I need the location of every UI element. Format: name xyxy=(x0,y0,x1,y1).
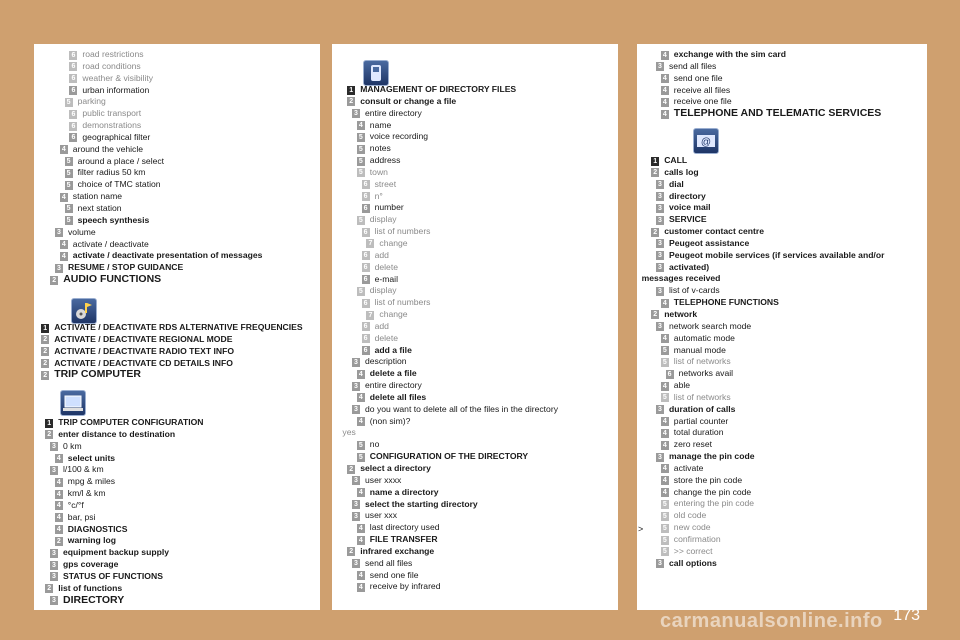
level-badge: 6 xyxy=(362,322,370,331)
level-badge: 5 xyxy=(357,133,365,142)
menu-item xyxy=(637,108,927,120)
menu-item-label: entire directory xyxy=(365,107,422,118)
menu-item-label: list of numbers xyxy=(374,226,431,237)
level-badge: 5 xyxy=(357,453,365,462)
level-badge: 3 xyxy=(656,251,664,260)
menu-item xyxy=(34,215,320,227)
level-badge: 6 xyxy=(362,180,370,189)
menu-item-label: automatic mode xyxy=(673,332,735,343)
level-badge: 3 xyxy=(656,559,664,568)
level-badge: 4 xyxy=(55,490,63,499)
phone-book-icon xyxy=(363,60,389,86)
menu-item-label: CALL xyxy=(664,155,688,165)
menu-item-label: road restrictions xyxy=(82,49,144,59)
menu-item-label: ACTIVATE / DEACTIVATE RDS ALTERNATIVE FREQUENCIES xyxy=(54,322,303,332)
level-badge: 3 xyxy=(656,180,664,189)
level-badge: 2 xyxy=(41,359,49,368)
menu-item-label: MANAGEMENT OF DIRECTORY FILES xyxy=(360,84,517,94)
menu-item-label: road conditions xyxy=(82,60,141,71)
menu-item-label: voice mail xyxy=(669,202,711,213)
menu-item-label: Peugeot assistance xyxy=(669,237,750,248)
level-badge: 3 xyxy=(656,453,664,462)
menu-item-label: list of v-cards xyxy=(669,285,720,296)
level-badge: 1 xyxy=(41,324,49,333)
level-badge: 3 xyxy=(656,192,664,201)
menu-item-label: receive one file xyxy=(673,96,732,107)
level-badge: 4 xyxy=(357,393,365,402)
level-badge: 2 xyxy=(347,97,355,106)
level-badge: 4 xyxy=(55,525,63,534)
menu-item-label: >> correct xyxy=(673,545,713,556)
menu-item-label: network xyxy=(664,308,698,319)
menu-item-label: customer contact centre xyxy=(664,226,765,237)
menu-item xyxy=(34,156,320,168)
menu-item-label: list of networks xyxy=(673,356,731,367)
menu-item-label: select the starting directory xyxy=(365,498,478,509)
menu-item-label: delete all files xyxy=(369,391,427,402)
menu-item-label: calls log xyxy=(664,166,699,177)
level-badge: 3 xyxy=(50,561,58,570)
level-badge: 3 xyxy=(352,559,360,568)
menu-item-label: urban information xyxy=(82,84,150,95)
menu-item xyxy=(637,61,927,73)
level-badge: 3 xyxy=(352,500,360,509)
menu-item-label: ACTIVATE / DEACTIVATE CD DETAILS INFO xyxy=(54,357,233,368)
menu-item-label: delete xyxy=(374,261,399,272)
level-badge: 5 xyxy=(65,181,73,190)
menu-item-label: able xyxy=(673,380,691,391)
menu-item-label: notes xyxy=(369,143,391,154)
menu-item-label: add xyxy=(374,320,389,331)
level-badge: 3 xyxy=(50,466,58,475)
level-badge: 2 xyxy=(651,168,659,177)
level-badge: 5 xyxy=(65,169,73,178)
menu-item-label: send all files xyxy=(365,557,413,568)
menu-item-label: dial xyxy=(669,178,684,189)
menu-item xyxy=(34,144,320,156)
level-badge: 3 xyxy=(656,405,664,414)
menu-item-label: change xyxy=(379,237,408,248)
menu-item-label: select units xyxy=(67,452,116,463)
menu-item-label: name a directory xyxy=(369,486,439,497)
menu-item-label: change the pin code xyxy=(673,486,752,497)
level-badge: 3 xyxy=(55,264,63,273)
level-badge: 4 xyxy=(357,571,365,580)
menu-item-label: number xyxy=(374,202,404,213)
menu-item-label: DIRECTORY xyxy=(63,593,125,606)
menu-item-label: AUDIO FUNCTIONS xyxy=(63,273,162,286)
level-badge: 6 xyxy=(362,346,370,355)
level-badge: 4 xyxy=(661,382,669,391)
level-badge: 3 xyxy=(50,549,58,558)
level-badge: 6 xyxy=(69,51,77,60)
level-badge: 4 xyxy=(357,583,365,592)
menu-item-label: duration of calls xyxy=(669,403,736,414)
menu-item xyxy=(34,61,320,73)
level-badge: 4 xyxy=(661,110,669,119)
level-badge: 2 xyxy=(45,430,53,439)
menu-item xyxy=(34,239,320,251)
level-badge: 4 xyxy=(55,513,63,522)
menu-item-label: speech synthesis xyxy=(77,214,150,225)
menu-item-label: store the pin code xyxy=(673,474,743,485)
menu-item-label: consult or change a file xyxy=(360,95,457,106)
level-badge: 3 xyxy=(352,382,360,391)
menu-item-label: zero reset xyxy=(673,439,713,450)
menu-item-label: add a file xyxy=(374,344,412,355)
menu-item-label: delete xyxy=(374,332,399,343)
level-badge: 6 xyxy=(362,334,370,343)
menu-item-label: no xyxy=(369,439,380,450)
level-badge: 4 xyxy=(55,454,63,463)
level-badge: 3 xyxy=(656,239,664,248)
menu-item-label: display xyxy=(369,214,397,225)
menu-item-label: directory xyxy=(669,190,706,201)
menu-item-label: town xyxy=(369,166,388,177)
level-badge: 5 xyxy=(65,204,73,213)
level-badge: 6 xyxy=(362,299,370,308)
level-badge: 6 xyxy=(69,110,77,119)
level-badge: 4 xyxy=(661,98,669,107)
menu-item-label: l/100 & km xyxy=(63,464,104,475)
menu-item-label: TRIP COMPUTER xyxy=(54,368,141,381)
menu-item-label: around the vehicle xyxy=(72,143,144,154)
level-badge: 3 xyxy=(656,322,664,331)
level-badge: 6 xyxy=(362,275,370,284)
level-badge: 6 xyxy=(69,133,77,142)
level-badge: 1 xyxy=(45,419,53,428)
column-telephone xyxy=(637,44,927,610)
level-badge: 4 xyxy=(60,145,68,154)
menu-item-label: send one file xyxy=(673,72,723,83)
menu-item xyxy=(34,203,320,215)
menu-item-label: network search mode xyxy=(669,320,752,331)
menu-item-label: DIAGNOSTICS xyxy=(67,523,128,534)
menu-item-label: exchange with the sim card xyxy=(673,49,787,59)
menu-item-label: description xyxy=(365,356,407,367)
level-badge: 3 xyxy=(656,216,664,225)
column-directory xyxy=(332,44,618,610)
menu-item-label: next station xyxy=(77,202,122,213)
level-badge: 4 xyxy=(661,74,669,83)
level-badge: 4 xyxy=(661,417,669,426)
level-badge: 5 xyxy=(357,441,365,450)
level-badge: 4 xyxy=(60,193,68,202)
menu-item-label: send one file xyxy=(369,569,419,580)
menu-item-label: parking xyxy=(77,96,106,107)
menu-item-label: last directory used xyxy=(369,522,440,533)
level-badge: 7 xyxy=(366,239,374,248)
menu-item-label: do you want to delete all of the files in the directory xyxy=(365,403,558,414)
menu-item-label: activate / deactivate xyxy=(72,238,149,249)
level-badge: 6 xyxy=(69,62,77,71)
level-badge: 3 xyxy=(656,263,664,272)
menu-item xyxy=(637,85,927,97)
level-badge: 5 xyxy=(661,524,669,533)
menu-item-label: weather & visibility xyxy=(82,72,154,83)
menu-item-label: RESUME / STOP GUIDANCE xyxy=(68,262,184,273)
level-badge: 4 xyxy=(661,464,669,473)
menu-item-label: yes xyxy=(342,427,356,438)
level-badge: 5 xyxy=(357,287,365,296)
menu-item xyxy=(637,73,927,85)
menu-item-label: °c/°f xyxy=(67,499,84,510)
menu-item xyxy=(34,227,320,239)
menu-item-label: equipment backup supply xyxy=(63,547,170,558)
level-badge: 6 xyxy=(362,251,370,260)
column-audio-trip xyxy=(34,44,320,610)
menu-item xyxy=(637,49,927,61)
menu-item-label: select a directory xyxy=(360,463,431,473)
email-at-icon xyxy=(693,128,719,154)
menu-item-label: activated) xyxy=(669,261,710,272)
menu-item-label: manage the pin code xyxy=(669,451,755,462)
menu-item-label: warning log xyxy=(67,535,117,546)
level-badge: 4 xyxy=(357,417,365,426)
level-badge: 3 xyxy=(352,512,360,521)
menu-item xyxy=(34,49,320,61)
menu-item-label: demonstrations xyxy=(82,120,142,131)
menu-item-label: activate / deactivate presentation of messages xyxy=(72,250,263,261)
menu-item-label: partial counter xyxy=(673,415,729,426)
menu-item xyxy=(34,274,320,286)
page-number: 173 xyxy=(893,607,920,624)
level-badge: 4 xyxy=(357,488,365,497)
level-badge: 4 xyxy=(661,441,669,450)
level-badge: 4 xyxy=(661,476,669,485)
level-badge: 5 xyxy=(357,157,365,166)
level-badge: 2 xyxy=(651,310,659,319)
level-badge: 4 xyxy=(661,51,669,60)
level-badge: 3 xyxy=(50,572,58,581)
level-badge: 3 xyxy=(50,442,58,451)
menu-item-label: call options xyxy=(669,557,717,568)
level-badge: 2 xyxy=(41,335,49,344)
level-badge: 7 xyxy=(366,311,374,320)
menu-item xyxy=(34,73,320,85)
menu-item-label: Peugeot mobile services (if services available and/or xyxy=(669,249,885,260)
level-badge: 4 xyxy=(661,429,669,438)
level-badge: 6 xyxy=(362,228,370,237)
menu-item-label: entering the pin code xyxy=(673,498,755,509)
level-badge: 4 xyxy=(661,86,669,95)
menu-item xyxy=(34,250,320,262)
menu-item xyxy=(34,179,320,191)
menu-item-label: enter distance to destination xyxy=(58,428,176,439)
level-badge: 2 xyxy=(45,584,53,593)
menu-item-label: CONFIGURATION OF THE DIRECTORY xyxy=(369,451,529,462)
level-badge: 4 xyxy=(60,252,68,261)
level-badge: 6 xyxy=(69,74,77,83)
menu-item-label: user xxxx xyxy=(365,474,402,485)
menu-item-label: volume xyxy=(68,226,96,237)
level-badge: 3 xyxy=(656,62,664,71)
menu-item xyxy=(34,108,320,120)
menu-item-label: display xyxy=(369,285,397,296)
level-badge: 5 xyxy=(65,157,73,166)
menu-item-label: gps coverage xyxy=(63,559,119,570)
menu-item xyxy=(34,167,320,179)
menu-item xyxy=(34,85,320,97)
menu-item-label: activate xyxy=(673,462,704,473)
menu-item-label: change xyxy=(379,309,408,320)
menu-item-label: list of functions xyxy=(58,582,123,593)
menu-tree-navigation xyxy=(34,49,320,286)
level-badge: 4 xyxy=(661,488,669,497)
menu-item-label: ACTIVATE / DEACTIVATE REGIONAL MODE xyxy=(54,333,233,344)
menu-item-label: list of networks xyxy=(673,391,731,402)
menu-item-label: networks avail xyxy=(678,368,734,379)
level-badge: 2 xyxy=(41,347,49,356)
menu-item-label: (non sim)? xyxy=(369,415,411,426)
level-badge: 3 xyxy=(656,287,664,296)
menu-item-label: receive by infrared xyxy=(369,581,441,592)
level-badge: 6 xyxy=(362,204,370,213)
menu-item-label: confirmation xyxy=(673,534,721,544)
level-badge: 5 xyxy=(661,500,669,509)
side-mark: > xyxy=(638,524,644,534)
level-badge: 5 xyxy=(661,536,669,545)
menu-item-label: km/l & km xyxy=(67,488,106,499)
menu-item-label: TELEPHONE AND TELEMATIC SERVICES xyxy=(673,107,882,120)
level-badge: 5 xyxy=(357,145,365,154)
menu-item-label: SERVICE xyxy=(669,214,707,225)
level-badge: 4 xyxy=(357,524,365,533)
menu-item-label: TRIP COMPUTER CONFIGURATION xyxy=(58,417,204,427)
menu-item-label: filter radius 50 km xyxy=(77,167,146,178)
menu-item-label: address xyxy=(369,155,401,166)
menu-item-label: name xyxy=(369,119,392,130)
menu-item-label: ACTIVATE / DEACTIVATE RADIO TEXT INFO xyxy=(54,345,235,356)
level-badge: 2 xyxy=(50,276,58,285)
level-badge: 5 xyxy=(661,547,669,556)
level-badge: 5 xyxy=(661,346,669,355)
menu-item-label: around a place / select xyxy=(77,155,165,166)
level-badge: 4 xyxy=(661,334,669,343)
menu-item-label: street xyxy=(374,178,397,189)
level-badge: 2 xyxy=(41,371,49,380)
menu-item-label: old code xyxy=(673,510,707,521)
menu-item-label: delete a file xyxy=(369,368,417,379)
level-badge: 4 xyxy=(55,478,63,487)
level-badge: 4 xyxy=(357,121,365,130)
menu-item-label: new code xyxy=(673,522,711,533)
menu-item-label: send all files xyxy=(669,60,717,71)
level-badge: 4 xyxy=(357,370,365,379)
menu-item-label: receive all files xyxy=(673,84,731,95)
level-badge: 3 xyxy=(55,228,63,237)
menu-item-label: TELEPHONE FUNCTIONS xyxy=(673,297,779,308)
level-badge: 3 xyxy=(50,596,58,605)
level-badge: 5 xyxy=(661,358,669,367)
menu-item-label: e-mail xyxy=(374,273,398,284)
level-badge: 5 xyxy=(357,168,365,177)
level-badge: 6 xyxy=(362,192,370,201)
level-badge: 5 xyxy=(65,216,73,225)
level-badge: 6 xyxy=(666,370,674,379)
level-badge: 2 xyxy=(651,228,659,237)
menu-item-label: infrared exchange xyxy=(360,545,435,556)
level-badge: 2 xyxy=(347,547,355,556)
menu-item-label: n° xyxy=(374,190,383,201)
menu-item-label: manual mode xyxy=(673,344,726,355)
svg-text:@: @ xyxy=(700,137,712,148)
level-badge: 4 xyxy=(357,536,365,545)
level-badge: 3 xyxy=(352,358,360,367)
level-badge: 2 xyxy=(55,537,63,546)
menu-item-label: 0 km xyxy=(63,440,82,451)
watermark: carmanualsonline.info xyxy=(660,610,883,632)
menu-item xyxy=(34,96,320,108)
level-badge: 5 xyxy=(357,216,365,225)
menu-tree-file-transfer xyxy=(637,49,927,120)
menu-item-label: STATUS OF FUNCTIONS xyxy=(63,570,163,581)
menu-item-label: add xyxy=(374,249,389,260)
level-badge: 3 xyxy=(352,476,360,485)
menu-item-label: voice recording xyxy=(369,131,429,142)
level-badge: 1 xyxy=(347,86,355,95)
level-badge: 3 xyxy=(352,109,360,118)
laptop-icon xyxy=(60,390,86,416)
menu-item-label: public transport xyxy=(82,108,142,119)
menu-item xyxy=(34,191,320,203)
menu-item-label: entire directory xyxy=(365,380,422,391)
level-badge: 6 xyxy=(362,263,370,272)
level-badge: 1 xyxy=(651,157,659,166)
menu-item-label: messages received xyxy=(641,273,721,284)
menu-item-label: list of numbers xyxy=(374,297,431,308)
level-badge: 5 xyxy=(661,393,669,402)
menu-item-label: choice of TMC station xyxy=(77,179,161,190)
level-badge: 5 xyxy=(65,98,73,107)
menu-item-label: station name xyxy=(72,191,123,202)
level-badge: 2 xyxy=(347,465,355,474)
menu-item-label: bar, psi xyxy=(67,511,96,522)
level-badge: 5 xyxy=(661,512,669,521)
level-badge: 3 xyxy=(352,405,360,414)
level-badge: 6 xyxy=(69,86,77,95)
level-badge: 6 xyxy=(69,122,77,131)
level-badge: 4 xyxy=(60,240,68,249)
menu-item-label: FILE TRANSFER xyxy=(369,534,438,545)
level-badge: 3 xyxy=(656,204,664,213)
menu-item xyxy=(34,132,320,144)
menu-item-label: mpg & miles xyxy=(67,476,116,487)
audio-settings-icon xyxy=(71,298,97,324)
menu-item-label: total duration xyxy=(673,427,724,438)
menu-item xyxy=(34,120,320,132)
level-badge: 4 xyxy=(661,299,669,308)
menu-item-label: geographical filter xyxy=(82,131,151,142)
level-badge: 4 xyxy=(55,501,63,510)
menu-item-label: user xxx xyxy=(365,510,397,521)
